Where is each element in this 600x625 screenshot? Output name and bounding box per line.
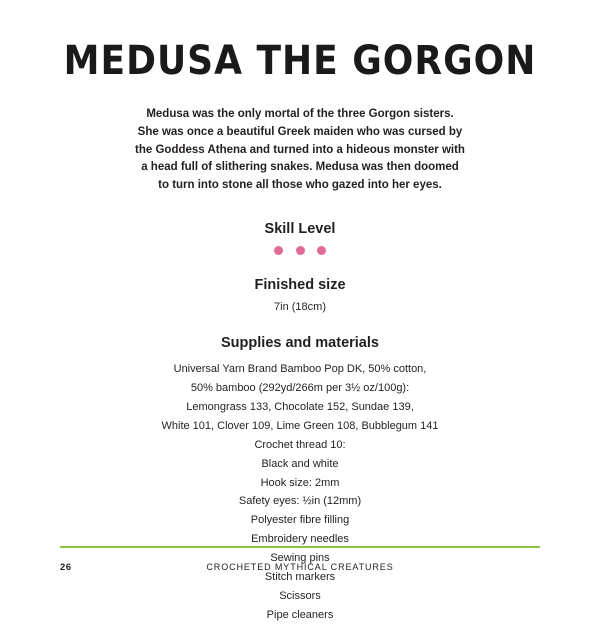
page-footer xyxy=(60,562,540,578)
list-item: Safety eyes: ½in (12mm) xyxy=(238,495,362,508)
list-item: Sewing pins xyxy=(270,552,330,565)
supplies-list xyxy=(90,360,510,625)
list-item: Hook size: 2mm xyxy=(260,476,340,489)
page-title: MEDUSA THE GORGON xyxy=(63,38,537,84)
list-item: Embroidery needles xyxy=(251,533,349,546)
list-item: Lemongrass 133, Chocolate 152, Sundae 139, xyxy=(186,400,414,413)
list-item: Black and white xyxy=(261,457,339,470)
list-item: Pipe cleaners xyxy=(266,608,334,621)
page-number: 26 xyxy=(60,562,72,573)
list-item: Stitch markers xyxy=(264,571,336,584)
skill-dot xyxy=(296,246,305,255)
running-head: CROCHETED MYTHICAL CREATURES xyxy=(206,562,394,572)
list-item: White 101, Clover 109, Lime Green 108, Bubblegum 141 xyxy=(161,419,439,432)
list-item: Scissors xyxy=(279,589,321,602)
supplies-heading: Supplies and materials xyxy=(221,335,379,352)
finished-size-value: 7in (18cm) xyxy=(274,301,326,314)
skill-level-heading: Skill Level xyxy=(264,221,336,238)
list-item: Universal Yarn Brand Bamboo Pop DK, 50% cotton, xyxy=(173,363,427,376)
skill-dot xyxy=(274,246,283,255)
list-item: Polyester fibre filling xyxy=(250,514,350,527)
finished-size-heading: Finished size xyxy=(254,277,346,294)
list-item: 50% bamboo (292yd/266m per 3½ oz/100g): xyxy=(190,381,410,394)
footer-divider xyxy=(60,546,540,548)
skill-dot xyxy=(317,246,326,255)
intro-paragraph: Medusa was the only mortal of the three Gorgon sisters. She was once a beautiful Greek maiden who was cursed by the Goddess Athena and turned into a hideous monster with a head full of slithering snakes. Medusa was then doomed to turn into stone all those who gazed into her eyes. xyxy=(135,108,465,192)
skill-level-dots xyxy=(0,246,600,255)
list-item: Crochet thread 10: xyxy=(254,438,346,451)
